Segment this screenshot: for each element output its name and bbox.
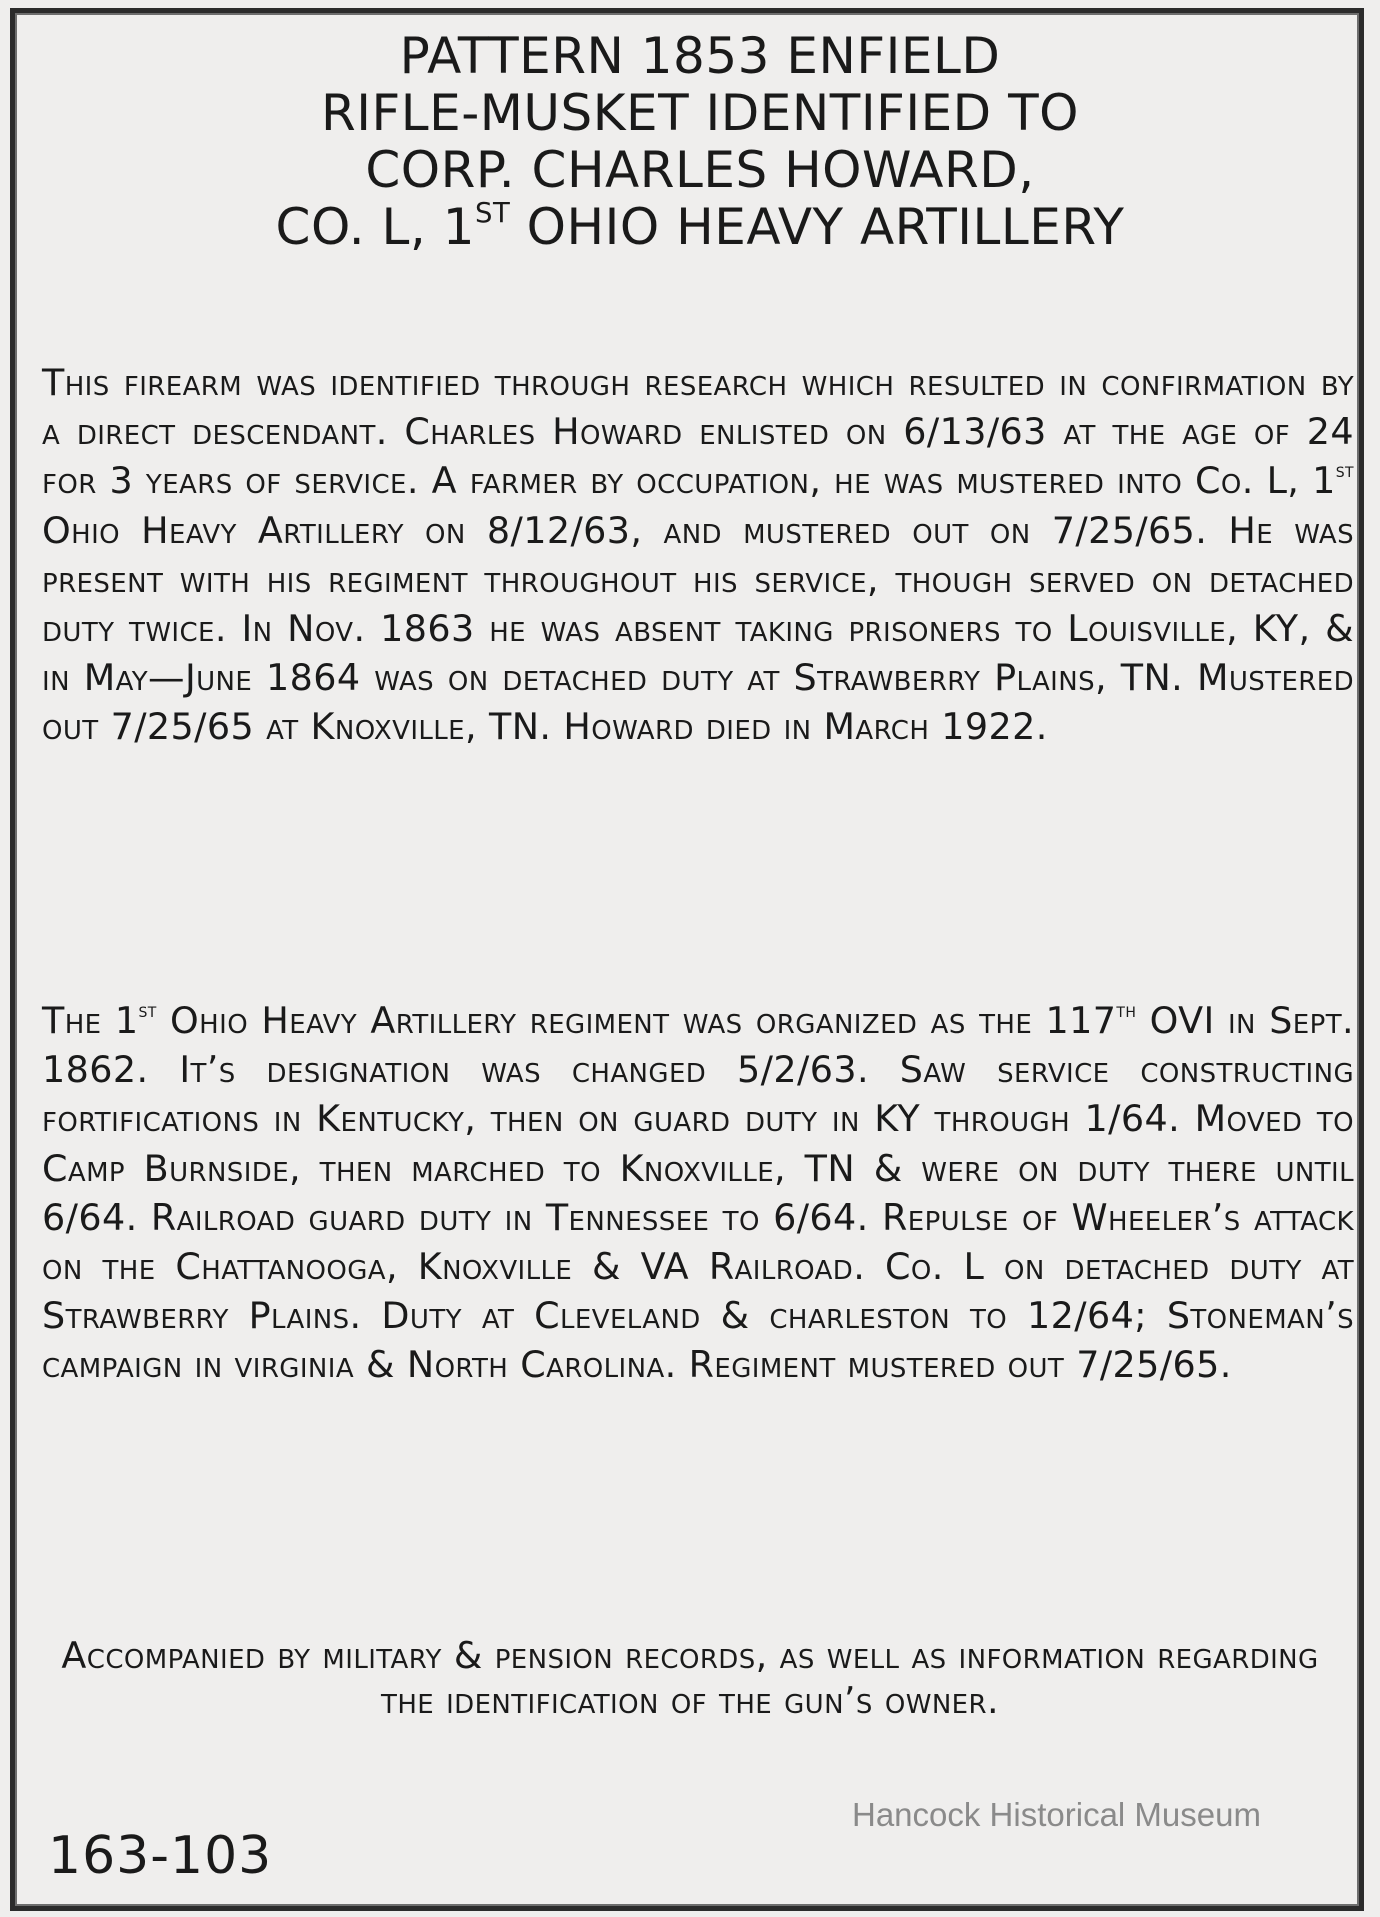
- title-line: PATTERN 1853 ENFIELD: [399, 27, 1001, 85]
- document-border: [10, 8, 1364, 1911]
- ordinal-superscript: st: [138, 997, 157, 1022]
- regiment-history-paragraph: [42, 996, 1354, 1390]
- paragraph-text: Ohio Heavy Artillery on 8/12/63, and mustered out on 7/25/65. He was present with his regiment throughout his service, though served on detached duty twice. In Nov. 1863 he was absent taking prisoners to Louisville, KY, & in May—June 1864 was on detached duty at Strawberry Plains, TN. Mustered out 7/25/65 at Knoxville, TN. Howard died in March 1922.: [42, 508, 1354, 749]
- closing-note: Accompanied by military & pension records, as well as information regarding the identification of the gun’s owner.: [61, 1634, 1319, 1722]
- ordinal-superscript: st: [1335, 458, 1354, 483]
- museum-watermark: Hancock Historical Museum: [852, 1796, 1261, 1833]
- catalog-number: 163-103: [48, 1826, 273, 1886]
- paragraph-text: Ohio Heavy Artillery regiment was organized as the 117: [156, 999, 1117, 1042]
- title-line-part: OHIO HEAVY ARTILLERY: [510, 198, 1125, 256]
- title-line-part: CO. L, 1: [275, 198, 476, 256]
- paragraph-text: The 1: [42, 999, 139, 1042]
- title-line: RIFLE-MUSKET IDENTIFIED TO: [321, 84, 1079, 142]
- ordinal-superscript: th: [1116, 997, 1137, 1022]
- ordinal-superscript: ST: [475, 197, 511, 229]
- document-title: [60, 28, 1340, 256]
- title-line: CORP. CHARLES HOWARD,: [365, 141, 1035, 199]
- title-line: [60, 199, 1340, 256]
- biography-paragraph: [42, 358, 1354, 752]
- paragraph-text: This firearm was identified through research which resulted in confirmation by a direct descendant. Charles Howard enlisted on 6/13/63 at the age of 24 for 3 years of service. A farmer by occupation, he was mustered into Co. L, 1: [42, 361, 1354, 503]
- paragraph-text: OVI in Sept. 1862. It’s designation was changed 5/2/63. Saw service constructing fortifications in Kentucky, then on guard duty in KY through 1/64. Moved to Camp Burnside, then marched to Knoxville, TN & were on duty there until 6/64. Railroad guard duty in Tennessee to 6/64. Repulse of Wheeler’s attack on the Chattanooga, Knoxville & VA Railroad. Co. L on detached duty at Strawberry Plains. Duty at Cleveland & charleston to 12/64; Stoneman’s campaign in virginia & North Carolina. Regiment mustered out 7/25/65.: [42, 999, 1354, 1387]
